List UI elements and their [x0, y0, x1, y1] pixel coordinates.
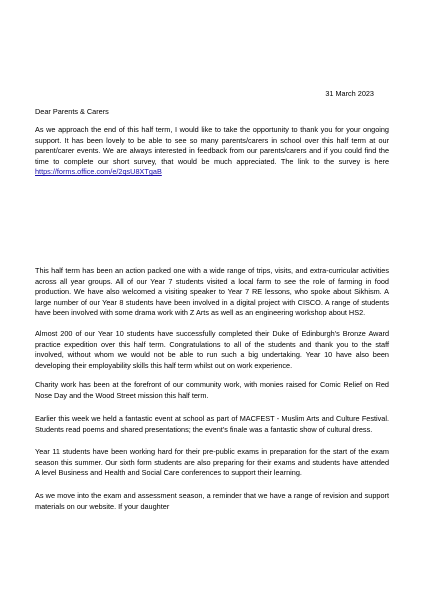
survey-link[interactable]: https://forms.office.com/e/2qsU8XTgaB [35, 167, 162, 177]
paragraph-survey [35, 125, 389, 178]
letter-date: 31 March 2023 [325, 89, 374, 98]
paragraph-trips: This half term has been an action packed one with a wide range of trips, visits, and extra-curricular activities across all year groups. All of our Year 7 students visited a local farm to see the role of farming in food production. We have also welcomed a visiting speaker to Year 7 RE lessons, who spoke about Sikhism. A large number of our Year 8 students have been involved in a digital project with CISCO. A range of students have been involved with some drama work with Z Arts as well as an engineering workshop about HS2. [35, 266, 389, 318]
paragraph-charity: Charity work has been at the forefront of our community work, with monies raised for Comic Relief on Red Nose Day and the Wood Street mission this half term. [35, 380, 389, 400]
paragraph-duke-of-edinburgh: Almost 200 of our Year 10 students have successfully completed their Duke of Edinburgh's Bronze Award practice expedition over this half term. Congratulations to all of the students and thank you to the staff involved, without whom we would not be able to run such a big undertaking. Year 10 have also been developing their employability skills this half term whilst out on work experience. [35, 329, 389, 370]
paragraph-macfest: Earlier this week we held a fantastic event at school as part of MACFEST - Muslim Arts and Culture Festival. Students read poems and shared presentations; the event's finale was a fantastic show of cultural dress. [35, 414, 389, 434]
paragraph-exams: Year 11 students have been working hard for their pre-public exams in preparation for the start of the exam season this summer. Our sixth form students are also preparing for their exams and students have attended A level Business and Health and Social Care conferences to support their learning. [35, 447, 389, 478]
paragraph-revision: As we move into the exam and assessment season, a reminder that we have a range of revision and support materials on our website. If your daughter [35, 491, 389, 511]
paragraph-text: As we approach the end of this half term, I would like to take the opportunity to thank you for your ongoing support. It has been lovely to be able to see so many parents/carers in school over this half term at our parent/carer events. We are always interested in feedback from our parents/carers and if you could find the time to complete our short survey, that would be much appreciated. The link to the survey is here [35, 125, 389, 166]
salutation: Dear Parents & Carers [35, 107, 109, 116]
